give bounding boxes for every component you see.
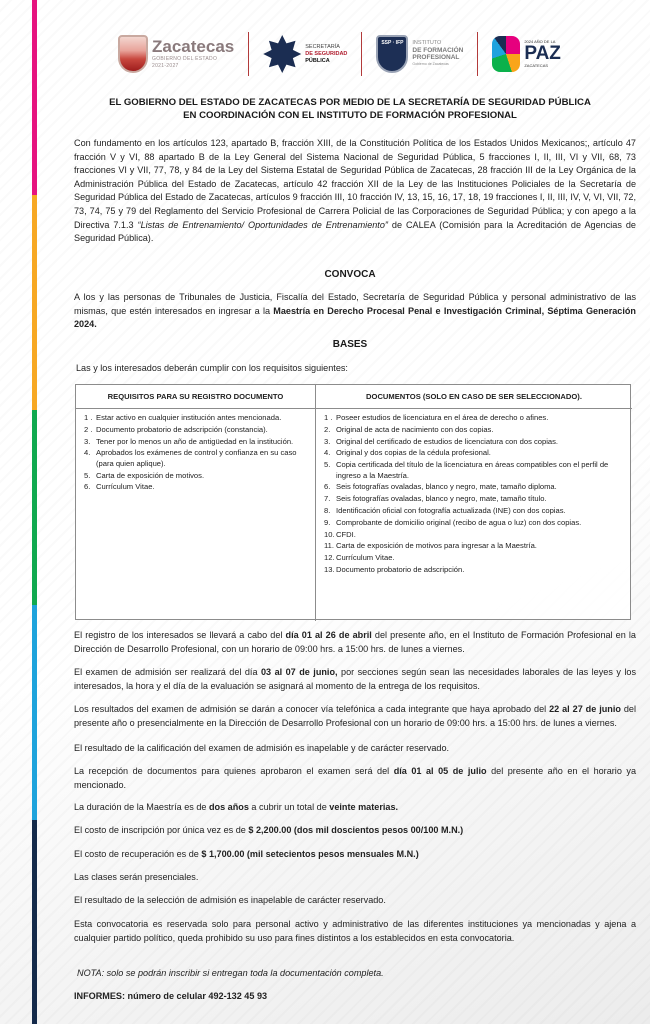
legal-basis-text-end: de CALEA (Comisión para la Acreditación de Agencias de Seguridad Pública). (74, 219, 636, 244)
item-number: 5. (84, 470, 91, 480)
item-text: Seis fotografías ovaladas, blanco y negro, mate, tamaño título. (336, 494, 547, 504)
item-text: Estar activo en cualquier institución antes mencionada. (96, 413, 282, 422)
item-text: Currículum Vitae. (96, 482, 155, 492)
bar-segment-orange (32, 195, 37, 410)
convoca-heading: CONVOCA (324, 269, 376, 280)
text: a cubrir un total de (248, 802, 330, 812)
list-item (324, 425, 626, 435)
duration: dos años (208, 802, 249, 812)
documents-reception-paragraph (74, 765, 636, 792)
convoca-text: A los y las personas de Tribunales de Justicia, Fiscalía del Estado, Secretaría de Seguridad Pública y personal administrativo de las mismas, que estén interesados en ingresar a la (74, 292, 636, 316)
requirements-table (75, 384, 631, 620)
list-item (324, 530, 626, 540)
grading-paragraph: El resultado de la calificación del examen de admisión es inapelable y de carácter reservado. (74, 743, 450, 753)
reserved-paragraph: Esta convocatoria es reservada solo para personal activo y administrativo de las diferentes instituciones ya mencionadas y ajena a cualquier partido político, queda prohibido su uso para fines distintos a los establecidos en esta convocatoria. (74, 919, 636, 943)
monthly-cost-paragraph (74, 848, 636, 862)
ifp-line4: Gobierno de Zacatecas (412, 62, 449, 66)
item-text: Original de acta de nacimiento con dos copias. (336, 424, 494, 434)
paz-logo (492, 36, 561, 72)
item-number: 3. (84, 436, 91, 446)
paz-sub: ZACATECAS (524, 63, 549, 68)
list-item (324, 541, 626, 551)
list-item (324, 518, 626, 528)
ifp-line1: INSTITUTO (412, 40, 442, 46)
monthly-cost: $ 1,700.00 (mil setecientos pesos mensuales M.N.) (201, 849, 419, 859)
bases-heading: BASES (332, 339, 368, 350)
ifp-line2: DE FORMACIÓN (412, 47, 464, 54)
ssp-line2: DE SEGURIDAD (305, 50, 348, 57)
text: El registro de los interesados se llevará a cabo del (74, 630, 286, 640)
item-number: 13. (324, 564, 335, 574)
zacatecas-shield-icon (118, 35, 148, 73)
item-number: 1 . (324, 413, 333, 422)
item-text: Carta de exposición de motivos. (96, 470, 205, 480)
results-paragraph (74, 703, 636, 730)
item-number: 11. (324, 541, 334, 551)
title-line-1: EL GOBIERNO DEL ESTADO DE ZACATECAS POR MEDIO DE LA SECRETARÍA DE SEGURIDAD PÚBLICA (109, 97, 591, 108)
item-number: 5. (324, 460, 331, 470)
item-number: 6. (324, 482, 331, 492)
bases-intro: Las y los interesados deberán cumplir con los requisitos siguientes: (76, 363, 348, 373)
list-item (84, 448, 309, 469)
item-number: 8. (324, 505, 331, 515)
list-item (84, 482, 309, 492)
table-header-documents: DOCUMENTOS (SOLO EN CASO DE SER SELECCIONADO). (316, 385, 632, 409)
text: del presente año o presencialmente en la Dirección de Desarrollo Profesional con un horario de 09:00 hrs. a 15:00 hrs. de lunes a viernes. (74, 704, 636, 728)
zacatecas-subtitle: GOBIERNO DEL ESTADO (152, 56, 218, 62)
document-requirements-list (324, 413, 626, 575)
item-text: Poseer estudios de licenciatura en el área de derecho o afines. (336, 413, 549, 422)
item-number: 6. (84, 482, 91, 492)
item-number: 2 . (84, 424, 93, 434)
list-item (324, 482, 626, 492)
text: por secciones según sean las necesidades laborales de las leyes y los interesados, la hora y el día de la evaluación se asignará al momento de la entrega de los requisitos. (74, 667, 636, 691)
duration-paragraph (74, 801, 636, 815)
zacatecas-logo (118, 35, 234, 73)
ssp-line1: SECRETARÍA (305, 43, 340, 50)
item-number: 9. (324, 517, 331, 527)
item-text: Documento probatorio de adscripción. (336, 564, 465, 574)
item-text: Identificación oficial con fotografía actualizada (INE) con dos copias. (336, 505, 566, 515)
list-item (84, 425, 309, 435)
text: Los resultados del examen de admisión se darán a conocer vía telefónica a cada integrante que haya aprobado del (74, 704, 550, 714)
text: El costo de inscripción por única vez es de (74, 825, 249, 835)
enrollment-cost-paragraph (74, 824, 636, 838)
item-text: Comprobante de domicilio original (recibo de agua o luz) con dos copias. (336, 517, 582, 527)
program-name: Maestría en Derecho Procesal Penal e Investigación Criminal, Séptima Generación 2024. (74, 305, 636, 330)
subject-count: veinte materias. (329, 802, 399, 812)
item-text: Original y dos copias de la cédula profesional. (336, 448, 491, 458)
document-requirements-cell (316, 409, 632, 621)
ssp-line3: PÚBLICA (305, 57, 330, 64)
bar-segment-green (32, 410, 37, 605)
directive-title: “Listas de Entrenamiento/ Oportunidades de Entrenamiento” (137, 219, 388, 230)
item-number: 12. (324, 553, 335, 563)
document-title (62, 96, 638, 122)
item-text: Original del certificado de estudios de licenciatura con dos copias. (336, 436, 559, 446)
ifp-shield-text: SSP · IFP (381, 40, 404, 46)
list-item (324, 565, 626, 575)
item-number: 10. (324, 529, 335, 539)
text: La duración de la Maestría es de (74, 802, 209, 812)
list-item (324, 460, 626, 481)
selection-paragraph: El resultado de la selección de admisión es inapelable de carácter reservado. (74, 895, 386, 905)
registration-dates: día 01 al 26 de abril (285, 630, 372, 640)
text: El costo de recuperación es de (74, 849, 202, 859)
registration-requirements-cell (76, 409, 316, 621)
registration-paragraph (74, 629, 636, 656)
text: del presente año en el horario ya mencionado. (74, 766, 637, 790)
item-text: Currículum Vitae. (336, 553, 395, 563)
item-number: 4. (324, 448, 331, 458)
note-paragraph: NOTA: solo se podrán inscribir si entregan toda la documentación completa. (77, 968, 384, 978)
list-item (324, 437, 626, 447)
list-item (84, 413, 309, 423)
reception-dates: día 01 al 05 de julio (393, 766, 487, 776)
text: El examen de admisión ser realizará del día (74, 667, 261, 677)
item-text: Carta de exposición de motivos para ingresar a la Maestría. (336, 541, 537, 551)
item-text: Seis fotografías ovaladas, blanco y negro, mate, tamaño diploma. (336, 482, 557, 492)
title-line-2: EN COORDINACIÓN CON EL INSTITUTO DE FORMACIÓN PROFESIONAL (183, 110, 517, 121)
logo-divider (477, 32, 478, 76)
item-number: 7. (324, 494, 331, 504)
logo-divider (248, 32, 249, 76)
list-item (324, 506, 626, 516)
logo-header (118, 28, 578, 80)
results-dates: 22 al 27 de junio (549, 704, 621, 714)
list-item (324, 413, 626, 423)
item-text: Tener por lo menos un año de antigüedad en la institución. (96, 436, 294, 446)
decorative-color-bar (32, 0, 37, 1024)
item-number: 1 . (84, 413, 93, 422)
ssp-logo (263, 35, 347, 73)
list-item (84, 471, 309, 481)
bar-segment-navy (32, 820, 37, 1024)
text: del presente año, en el Instituto de Formación Profesional en la Dirección de Desarrollo Profesional, con un horario de 09:00 hrs. a 15:00 hrs. de lunes a viernes. (74, 630, 636, 654)
item-text: Documento probatorio de adscripción (constancia). (96, 424, 268, 434)
list-item (84, 437, 309, 447)
dove-icon (492, 36, 520, 72)
list-item (324, 553, 626, 563)
classes-paragraph: Las clases serán presenciales. (74, 872, 199, 882)
item-text: CFDI. (336, 529, 356, 539)
ifp-shield-icon (376, 35, 408, 73)
logo-divider (361, 32, 362, 76)
police-star-icon (263, 35, 301, 73)
item-number: 2. (324, 424, 331, 434)
item-number: 4. (84, 448, 91, 458)
enrollment-cost: $ 2,200.00 (dos mil doscientos pesos 00/100 M.N.) (248, 825, 464, 835)
item-number: 3. (324, 436, 331, 446)
paz-small: 2024 AÑO DE LA (524, 39, 556, 44)
convoca-paragraph (74, 291, 636, 332)
exam-dates: 03 al 07 de junio, (260, 667, 338, 677)
item-text: Aprobados los exámenes de control y confianza en su caso (para quien aplique). (96, 448, 297, 468)
zacatecas-name: Zacatecas (152, 37, 235, 56)
registration-requirements-list (84, 413, 309, 493)
ifp-logo (376, 35, 463, 73)
legal-basis-paragraph (74, 137, 636, 246)
exam-paragraph (74, 666, 636, 693)
list-item (324, 448, 626, 458)
bar-segment-magenta (32, 0, 37, 195)
list-item (324, 494, 626, 504)
contact-info: INFORMES: número de celular 492-132 45 93 (74, 991, 268, 1001)
paz-big: PAZ (524, 43, 561, 64)
table-header-registration: REQUISITOS PARA SU REGISTRO DOCUMENTO (76, 385, 316, 409)
legal-basis-text: Con fundamento en los artículos 123, apartado B, fracción XIII, de la Constitución Política de los Estados Unidos Mexicanos;, artículo 47 fracción V y VI, 88 apartado B de la Ley General del Sistema Nacional de Seguridad Pública, 5 fracciones I, II, III, VI y VII, 68, 73 fracciones VI y VII, 77, 78, y 84 de la Ley del Sistema Estatal de Seguridad Pública de Zacatecas, 28 fracción III de la Ley Orgánica de la Administración Pública del Estado de Zacatecas, artículo 42 fracción XII de la Ley de las Instituciones Policiales de la Secretaría de Seguridad Pública del Estado de Zacatecas, artículos 9 fracción III, 10 fracción IV, 13, 15, 16, 17, 18, 19 fracciones I, II, III, IV, V, VI, VII, 72, 73, 74, 75 y 79 del Reglamento del Servicio Profesional de Carrera Policial de las Corporaciones de Seguridad Pública; y con apego a la Directiva 7.1.3 (74, 138, 636, 230)
ifp-line3: PROFESIONAL (412, 54, 460, 61)
zacatecas-period: 2021-2027 (152, 63, 179, 69)
text: La recepción de documentos para quienes aprobaron el examen será del (74, 766, 394, 776)
item-text: Copia certificada del título de la licenciatura en áreas compatibles con el perfil de ingreso a la Maestría. (336, 460, 609, 480)
bar-segment-blue (32, 605, 37, 820)
